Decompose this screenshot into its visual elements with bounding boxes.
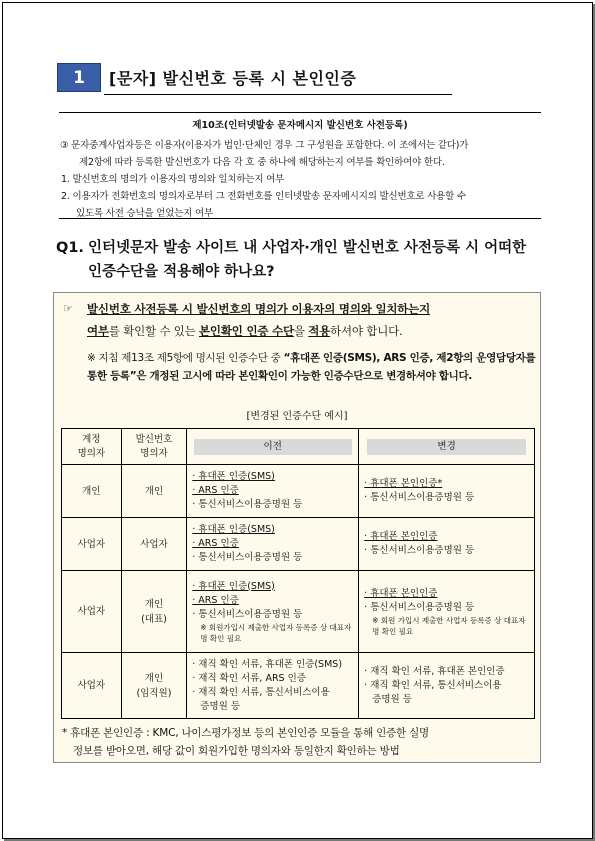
cell-sender: 개인 (임직원) xyxy=(121,653,187,719)
answer-text-part: 여부 xyxy=(87,324,109,338)
cell-after: · 휴대폰 본인인증* · 통신서비스이용증명원 등 xyxy=(359,465,535,518)
table-caption: [변경된 인증수단 예시] xyxy=(246,411,348,422)
answer-text-part: 적용 xyxy=(308,324,331,338)
cell-before: · 휴대폰 인증(SMS) · ARS 인증 · 통신서비스이용증명원 등 xyxy=(187,518,359,571)
answer-text-part: 본인확인 인증 수단 xyxy=(199,324,294,338)
answer-text-part: 을 xyxy=(293,324,309,338)
header-sender-holder: 발신번호 명의자 xyxy=(121,429,187,465)
auth-method-table xyxy=(61,428,535,719)
answer-text-part: 하셔야 합니다. xyxy=(330,324,403,338)
question-text-line2: 인증수단을 적용해야 하나요? xyxy=(88,264,275,280)
question-q1 xyxy=(56,236,526,284)
pointing-hand-icon: ☞ xyxy=(63,302,73,315)
cell-account: 사업자 xyxy=(62,518,122,571)
header-after: 변경 xyxy=(359,429,535,465)
table-row xyxy=(62,518,535,571)
cell-sender: 개인 (대표) xyxy=(121,571,187,653)
law-item-2: 2. 이용자가 전화번호의 명의자로부터 그 전화번호를 인터넷발송 문자메시지의 발신번호로 사용할 수 xyxy=(61,191,466,202)
cell-after: · 휴대폰 본인인증 · 통신서비스이용증명원 등 ※ 회원 가입시 제출한 사업자 등록증 상 대표자명 확인 필요 xyxy=(359,571,535,653)
cell-account: 사업자 xyxy=(62,571,122,653)
footnote-line1: * 휴대폰 본인인증 : KMC, 나이스평가정보 등의 본인인증 모듈을 통해 인증한 실명 xyxy=(62,727,430,739)
header-account-holder: 계정 명의자 xyxy=(62,429,122,465)
guideline-note xyxy=(87,349,537,385)
law-article-title: 제10조(인터넷발송 문자메시지 발신번호 사전등록) xyxy=(192,120,408,131)
table-row xyxy=(62,653,535,719)
cell-before: · 휴대폰 인증(SMS) · ARS 인증 · 통신서비스이용증명원 등 xyxy=(187,465,359,518)
section-number-badge: 1 xyxy=(57,63,101,92)
section-heading xyxy=(57,63,452,96)
question-number: Q1. xyxy=(56,240,84,256)
table-header-row xyxy=(62,429,535,465)
law-paragraph-line: 제2항에 따라 등록한 발신번호가 다음 각 호 중 하나에 해당하는지 여부를 확인하여야 한다. xyxy=(79,157,445,168)
cell-sender: 개인 xyxy=(121,465,187,518)
footnote-line2: 정보를 받아오면, 해당 값이 회원가입한 명의자와 동일한지 확인하는 방법 xyxy=(73,745,400,757)
cell-sender: 사업자 xyxy=(121,518,187,571)
law-item-2-continued: 있도록 사전 승낙을 얻었는지 여부 xyxy=(76,208,213,219)
answer-text-part: 를 확인할 수 있는 xyxy=(108,324,200,338)
note-bold-text: “휴대폰 인증(SMS), ARS 인증, 제2항의 운영담당자를 통한 등록”은 개정된 고시에 따라 본인확인이 가능한 인증수단으로 변경하셔야 합니다. xyxy=(87,352,536,382)
answer-box xyxy=(53,292,541,763)
law-excerpt-box xyxy=(59,112,541,219)
answer-main-text xyxy=(87,298,537,342)
cell-after: · 휴대폰 본인인증 · 통신서비스이용증명원 등 xyxy=(359,518,535,571)
table-row xyxy=(62,571,535,653)
cell-account: 사업자 xyxy=(62,653,122,719)
footnote xyxy=(62,724,538,760)
question-text-line1: 인터넷문자 발송 사이트 내 사업자·개인 발신번호 사전등록 시 어떠한 xyxy=(88,240,527,256)
header-before: 이전 xyxy=(187,429,359,465)
cell-before: · 휴대폰 인증(SMS) · ARS 인증 · 통신서비스이용증명원 등 ※ 회원가입시 제출한 사업자 등록증 상 대표자명 확인 필요 xyxy=(187,571,359,653)
cell-account: 개인 xyxy=(62,465,122,518)
answer-text-part: 발신번호 사전등록 시 발신번호의 명의가 이용자의 명의와 일치하는지 xyxy=(87,302,430,316)
section-title: [문자] 발신번호 등록 시 본인인증 xyxy=(109,69,357,88)
law-paragraph-line: ③ 문자중계사업자등은 이용자(이용자가 법인·단체인 경우 그 구성원을 포함한다. 이 조에서는 같다)가 xyxy=(60,140,469,151)
cell-after: · 재직 확인 서류, 휴대폰 본인인증 · 재직 확인 서류, 통신서비스이용 증명원 등 xyxy=(359,653,535,719)
table-row xyxy=(62,465,535,518)
heading-underline xyxy=(104,94,452,95)
cell-before: · 재직 확인 서류, 휴대폰 인증(SMS) · 재직 확인 서류, ARS 인증 · 재직 확인 서류, 통신서비스이용 증명원 등 xyxy=(187,653,359,719)
note-prefix: ※ 지침 제13조 제5항에 명시된 인증수단 중 xyxy=(87,352,284,364)
law-item-1: 1. 발신번호의 명의가 이용자의 명의와 일치하는지 여부 xyxy=(61,174,285,185)
